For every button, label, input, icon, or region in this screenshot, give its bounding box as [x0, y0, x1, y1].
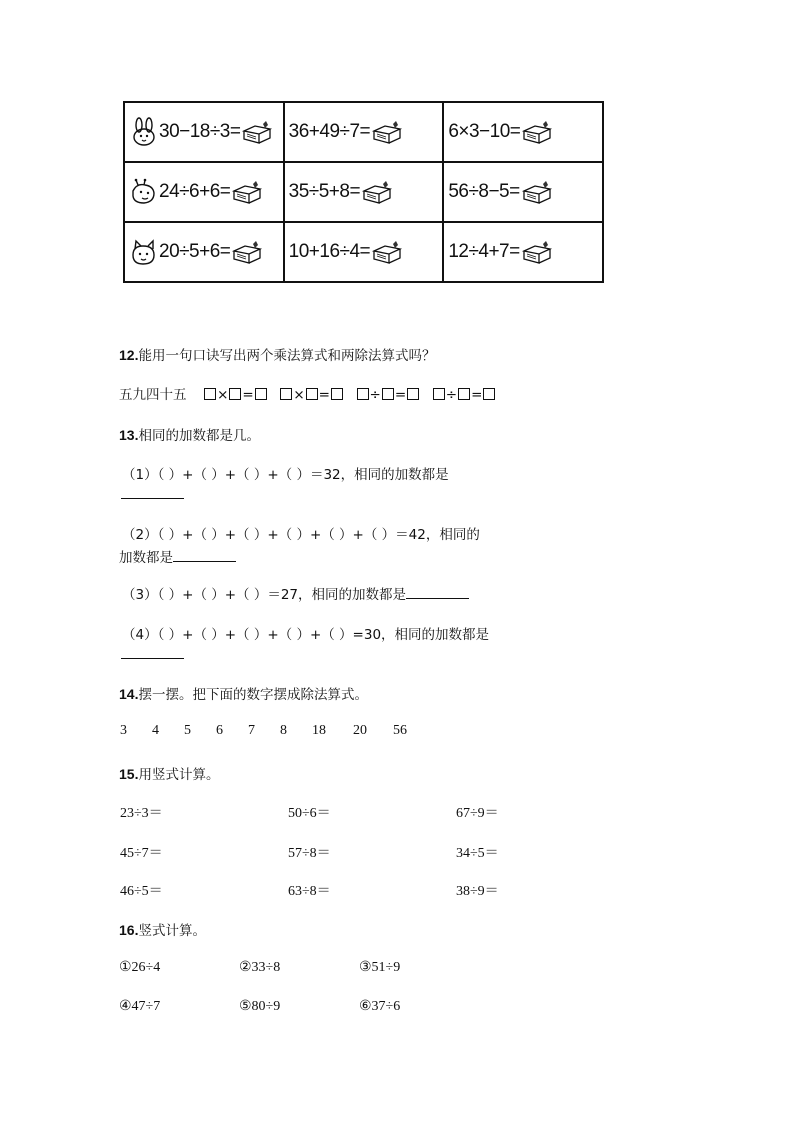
house-box-icon — [231, 179, 263, 205]
house-box-icon — [371, 239, 403, 265]
question-number: 13. — [119, 427, 139, 443]
calc-item: 46÷5＝ — [120, 884, 163, 899]
equation-blank[interactable]: ÷ = — [432, 387, 497, 403]
question-number: 15. — [119, 766, 139, 782]
calc-item: ⑤80÷9 — [239, 999, 281, 1014]
expression: 10+16÷4= — [288, 241, 371, 262]
expression: 30−18÷3= — [159, 121, 241, 142]
question-number: 14. — [119, 686, 139, 702]
house-box-icon — [371, 119, 403, 145]
number-card: 5 — [184, 723, 191, 738]
expression: 24÷6+6= — [159, 181, 231, 202]
question-12-title — [119, 344, 435, 364]
calc-item: 67÷9＝ — [456, 806, 499, 821]
number-card: 6 — [216, 723, 223, 738]
q13-line-3: （3）（ ）+（ ）+（ ）＝27，相同的加数都是 — [122, 583, 469, 603]
house-box-icon — [521, 119, 553, 145]
question-text: 竖式计算。 — [138, 923, 206, 939]
house-box-icon — [521, 179, 553, 205]
table-cell — [443, 162, 603, 222]
expression: 36+49÷7= — [288, 121, 371, 142]
expression: 20÷5+6= — [159, 241, 231, 262]
answer-blank[interactable] — [173, 547, 236, 562]
equation-blank[interactable]: × = — [203, 387, 268, 403]
answer-blank[interactable] — [121, 644, 184, 659]
expression: 6×3−10= — [448, 121, 521, 142]
cat-icon — [129, 237, 159, 267]
calc-item: ④47÷7 — [119, 999, 161, 1014]
q13-line-4: （4）（ ）+（ ）+（ ）+（ ）+（ ）=30，相同的加数都是 — [122, 627, 490, 643]
calc-item: ⑥37÷6 — [359, 999, 401, 1014]
question-13-title — [119, 424, 260, 444]
calc-item: 45÷7＝ — [120, 846, 163, 861]
number-card: 20 — [353, 723, 367, 738]
table-cell — [124, 222, 284, 282]
number-card: 18 — [312, 723, 326, 738]
equation-blank[interactable]: × = — [279, 387, 344, 403]
calc-item: ②33÷8 — [239, 960, 281, 975]
giraffe-icon — [129, 177, 159, 207]
table-cell — [443, 102, 603, 162]
question-14-title — [119, 683, 368, 703]
table-row — [124, 102, 603, 162]
calc-item: ③51÷9 — [359, 960, 401, 975]
question-number: 12. — [119, 347, 139, 363]
equation-blank[interactable]: ÷ = — [356, 387, 421, 403]
number-card: 8 — [280, 723, 287, 738]
calc-item: 57÷8＝ — [288, 846, 331, 861]
table-cell — [284, 102, 444, 162]
question-number: 16. — [119, 922, 139, 938]
number-card: 56 — [393, 723, 407, 738]
answer-blank[interactable] — [121, 484, 184, 499]
rhyme-text: 五九四十五 — [119, 387, 187, 403]
mixed-operation-table — [123, 101, 604, 283]
table-cell — [124, 162, 284, 222]
question-text: 用竖式计算。 — [138, 767, 220, 783]
number-card: 7 — [248, 723, 255, 738]
expression: 35÷5+8= — [288, 181, 361, 202]
q13-line-2-cont: 加数都是 — [119, 546, 236, 566]
rabbit-icon — [129, 117, 159, 147]
question-12-answer-line — [119, 383, 496, 403]
table-cell — [284, 222, 444, 282]
table-row — [124, 162, 603, 222]
table-cell — [124, 102, 284, 162]
table-cell — [443, 222, 603, 282]
question-15-title — [119, 763, 219, 783]
house-box-icon — [231, 239, 263, 265]
expression: 56÷8−5= — [448, 181, 520, 202]
calc-item: 50÷6＝ — [288, 806, 331, 821]
house-box-icon — [361, 179, 393, 205]
house-box-icon — [521, 239, 553, 265]
question-text: 相同的加数都是几。 — [138, 428, 260, 444]
table-cell — [284, 162, 444, 222]
calc-item: 34÷5＝ — [456, 846, 499, 861]
question-16-title — [119, 919, 206, 939]
house-box-icon — [241, 119, 273, 145]
question-text: 能用一句口诀写出两个乘法算式和两除法算式吗？ — [138, 348, 436, 364]
calc-item: 63÷8＝ — [288, 884, 331, 899]
number-card-list — [120, 723, 423, 739]
calc-item: ①26÷4 — [119, 960, 161, 975]
calc-item: 38÷9＝ — [456, 884, 499, 899]
q13-line-1: （1）（ ）+（ ）+（ ）+（ ）＝32，相同的加数都是 — [122, 467, 449, 483]
answer-blank[interactable] — [406, 584, 469, 599]
number-card: 3 — [120, 723, 127, 738]
question-text: 摆一摆。把下面的数字摆成除法算式。 — [138, 687, 368, 703]
calc-item: 23÷3＝ — [120, 806, 163, 821]
table-row — [124, 222, 603, 282]
number-card: 4 — [152, 723, 159, 738]
expression: 12÷4+7= — [448, 241, 520, 262]
q13-line-2: （2）（ ）+（ ）+（ ）+（ ）+（ ）+（ ）＝42，相同的 — [122, 527, 480, 543]
